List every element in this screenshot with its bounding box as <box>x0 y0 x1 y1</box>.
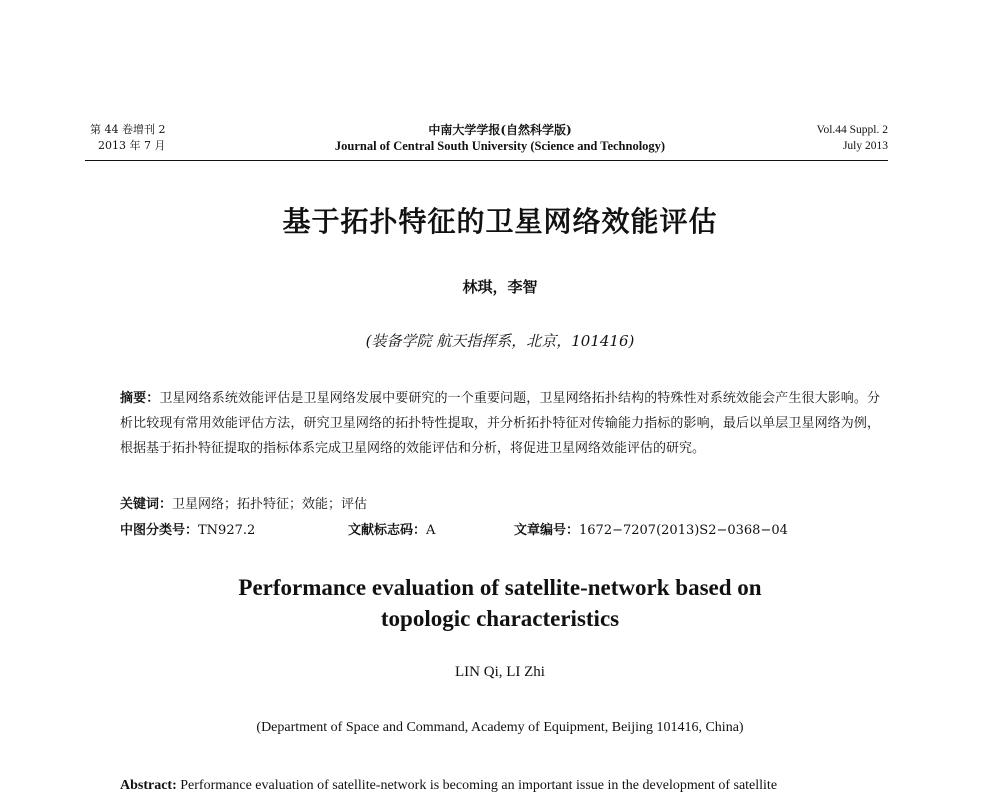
header-volume-info <box>90 122 290 154</box>
article-no-label: 文章编号： <box>514 523 580 538</box>
abstract-cn <box>120 386 880 461</box>
doc-code-label: 文献标志码： <box>348 523 427 538</box>
journal-name-en: Journal of Central South University (Science and Technology) <box>334 139 666 153</box>
header-journal <box>300 122 700 154</box>
abstract-en-text: Performance evaluation of satellite-network is becoming an important issue in the development of satellite <box>180 778 778 793</box>
abstract-en <box>120 776 880 796</box>
paper-title-en-line1: Performance evaluation of satellite-network based on <box>238 575 762 600</box>
header-date-en: July 2013 <box>842 140 888 152</box>
affiliation-cn: (装备学院 航天指挥系，北京，101416) <box>365 332 635 350</box>
keywords-cn-label: 关键词： <box>120 497 173 512</box>
paper-title-cn: 基于拓扑特征的卫星网络效能评估 <box>282 205 718 238</box>
clc-field <box>120 520 255 542</box>
header-date-cn: 2013 年 7 月 <box>98 139 166 152</box>
authors-cn: 林琪，李智 <box>462 278 538 296</box>
paper-title-en-line2: topologic characteristics <box>380 606 620 631</box>
doc-code-value: A <box>426 523 436 538</box>
header-rule <box>85 160 888 161</box>
header-issue-info <box>730 122 888 154</box>
authors-en: LIN Qi, LI Zhi <box>455 664 545 680</box>
article-no-value: 1672−7207(2013)S2−0368−04 <box>579 523 788 538</box>
header-volume: 第 44 卷增刊 2 <box>90 123 166 136</box>
journal-name-cn: 中南大学学报(自然科学版) <box>428 123 572 137</box>
keywords-cn-text: 卫星网络；拓扑特征；效能；评估 <box>172 497 368 512</box>
paper-title-en <box>0 572 1000 634</box>
keywords-cn <box>120 494 880 516</box>
abstract-cn-text: 卫星网络系统效能评估是卫星网络发展中要研究的一个重要问题，卫星网络拓扑结构的特殊性对系统效能会产生很大影响。分析比较现有常用效能评估方法，研究卫星网络的拓扑特性提取，并分析拓扑特征对传输能力指标的影响，最后以单层卫星网络为例，根据基于拓扑特征提取的指标体系完成卫星网络的效能评估和分析，将促进卫星网络效能评估的研究。 <box>120 391 880 456</box>
clc-label: 中图分类号： <box>120 523 199 538</box>
header-volume-en: Vol.44 Suppl. 2 <box>816 124 888 136</box>
affiliation-en: (Department of Space and Command, Academy of Equipment, Beijing 101416, China) <box>256 720 744 735</box>
abstract-cn-label: 摘要： <box>120 391 160 406</box>
doc-code-field <box>348 520 435 542</box>
article-no-field <box>514 520 788 542</box>
abstract-en-label: Abstract: <box>120 778 177 793</box>
clc-value: TN927.2 <box>198 523 256 538</box>
